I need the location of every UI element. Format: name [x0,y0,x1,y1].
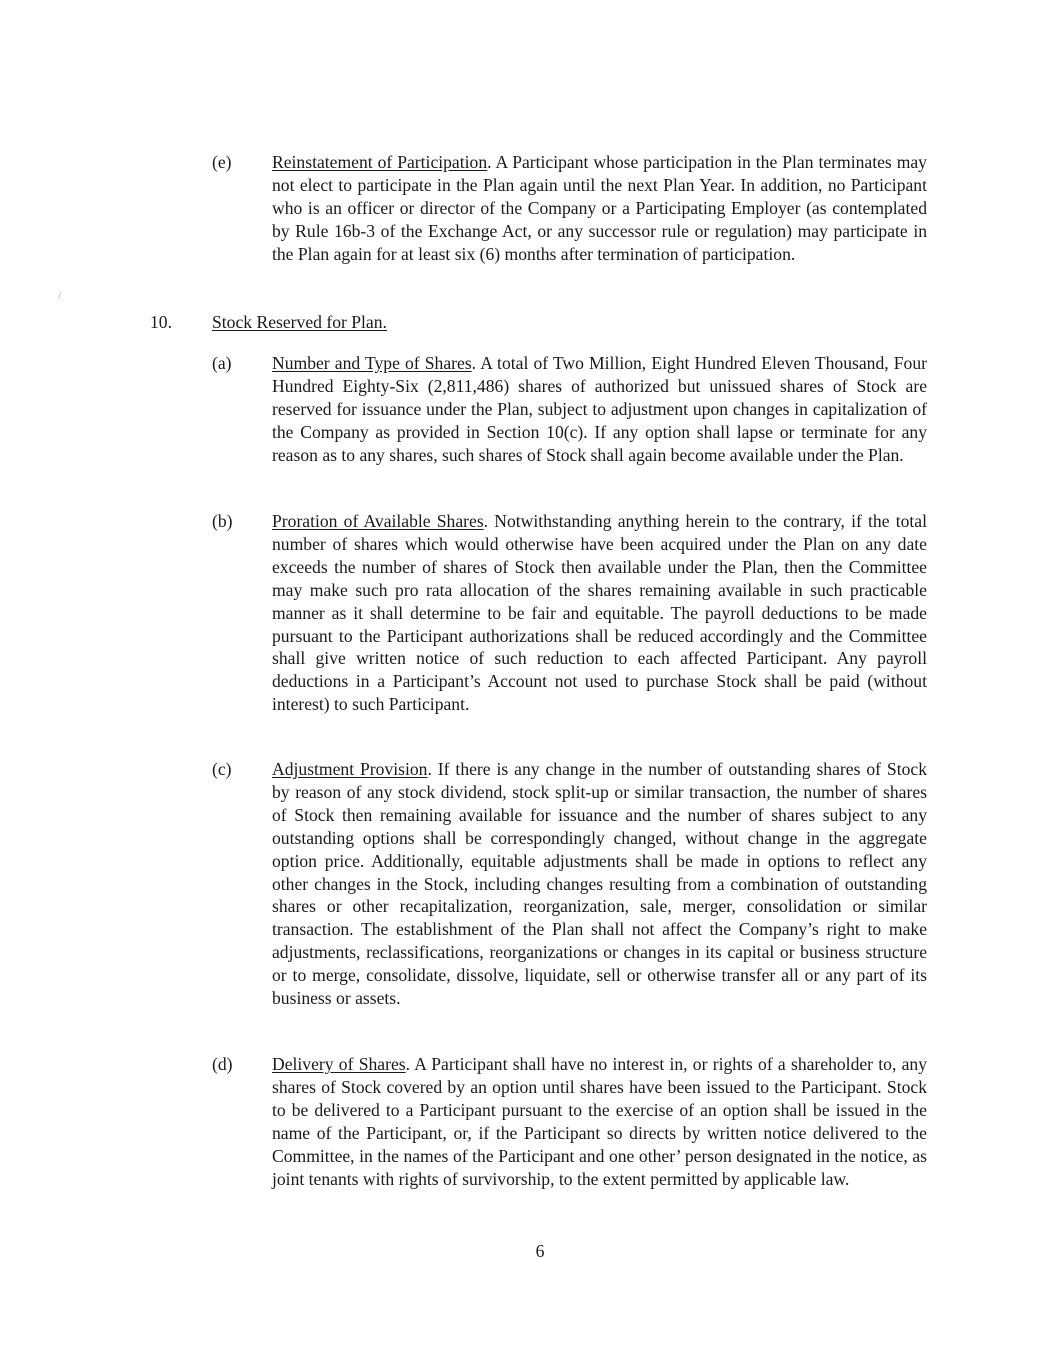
text-delivery: . A Participant shall have no interest in, or rights of a shareholder to, any shares of Stock covered by an option until shares have been issued to the Participant. Stock to be delivered to a Participant pursuant to the exercise of an option shall be issued in the name of the Participant, or, if the Participant so directs by written notice delivered to the Committee, in the names of the Participant and one other’ person designated in the notice, as joint tenants with rights of survivorship, to the extent permitted by applicable law. [272,1054,928,1189]
text-reinstatement: . A Participant whose participation in the Plan terminates may not elect to participate in the Plan again until the next Plan Year. In addition, no Participant who is an officer or director of the Company or a Participating Employer (as contemplated by Rule 16b-3 of the Exchange Act, or any successor rule or regulation) may participate in the Plan again for at least six (6) months after termination of participation. [272,152,927,264]
scan-speck: / [58,290,62,302]
heading-adjustment: Adjustment Provision [272,759,428,779]
paragraph-proration [272,510,927,716]
paragraph-number-and-type [272,352,927,467]
item-label-a: (a) [212,353,232,373]
page-number: 6 [535,1241,545,1261]
text-number-and-type: . A total of Two Million, Eight Hundred Eleven Thousand, Four Hundred Eighty-Six (2,811,486) shares of authorized but unissued shares of Stock are reserved for issuance under the Plan, subject to adjustment upon changes in capitalization of the Company as provided in Section 10(c). If any option shall lapse or terminate for any reason as to any shares, such shares of Stock shall again become available under the Plan. [272,353,927,465]
text-proration: . Notwithstanding anything herein to the contrary, if the total number of shares which would otherwise have been acquired under the Plan on any date exceeds the number of shares of Stock then available under the Plan, then the Committee may make such pro rata allocation of the shares remaining available in such practicable manner as it shall determine to be fair and equitable. The payroll deductions to be made pursuant to the Participant authorizations shall be reduced accordingly and the Committee shall give written notice of such reduction to each affected Participant. Any payroll deductions in a Participant’s Account not used to purchase Stock shall be paid (without interest) to such Participant. [272,511,927,715]
heading-reinstatement: Reinstatement of Participation [272,152,488,172]
paragraph-delivery [272,1053,927,1190]
item-label-9e: (e) [212,152,232,172]
item-label-d: (d) [212,1054,233,1074]
item-label-b: (b) [212,511,233,531]
heading-delivery: Delivery of Shares [272,1054,406,1074]
paragraph-reinstatement [272,151,927,266]
section-number: 10. [150,312,172,332]
text-adjustment: . If there is any change in the number of outstanding shares of Stock by reason of any stock dividend, stock split-up or similar transaction, the number of shares of Stock then remaining available for issuance and the number of shares subject to any outstanding options shall be correspondingly changed, without change in the aggregate option price. Additionally, equitable adjustments shall be made in options to reflect any other changes in the Stock, including changes resulting from a combination of outstanding shares or other recapitalization, reorganization, sale, merger, consolidation or similar transaction. The establishment of the Plan shall not affect the Company’s right to make adjustments, reclassifications, reorganizations or changes in its capital or business structure or to merge, consolidate, dissolve, liquidate, sell or otherwise transfer all or any part of its business or assets. [272,759,927,1009]
section-title: Stock Reserved for Plan. [212,312,387,332]
paragraph-adjustment [272,758,927,1010]
item-label-c: (c) [212,759,232,779]
heading-number-and-type: Number and Type of Shares [272,353,472,373]
heading-proration: Proration of Available Shares [272,511,484,531]
